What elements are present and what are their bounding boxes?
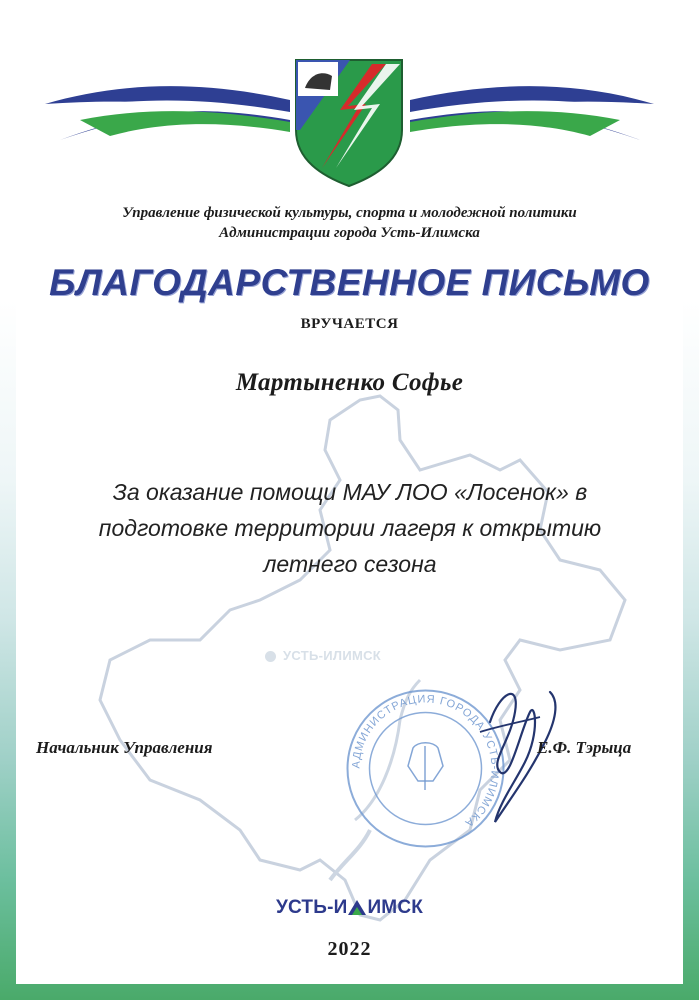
signer-name: Е.Ф. Тэрыца xyxy=(537,738,632,757)
award-reason xyxy=(50,474,650,582)
reason-line-2: подготовке территории лагеря к открытию xyxy=(98,515,602,541)
organization-name xyxy=(0,203,699,243)
reason-line-1: За оказание помощи МАУ ЛОО «Лосенок» в xyxy=(112,479,588,505)
awarded-label: ВРУЧАЕТСЯ xyxy=(300,316,399,332)
organization-line-2: Администрации города Усть-Илимска xyxy=(219,225,480,241)
logo-text-part-2: ИМСК xyxy=(367,897,424,918)
map-city-label: УСТЬ-ИЛИМСК xyxy=(283,648,382,663)
logo-mountain-icon xyxy=(348,899,366,915)
organization-line-1: Управление физической культуры, спорта и молодежной политики xyxy=(122,205,577,221)
seal-text: АДМИНИСТРАЦИЯ ГОРОДА УСТЬ-ИЛИМСКА xyxy=(350,693,501,830)
recipient-name: Мартыненко Софье xyxy=(235,369,464,396)
city-marker-icon xyxy=(265,651,276,662)
reason-line-3: летнего сезона xyxy=(263,551,437,577)
signer-position: Начальник Управления xyxy=(36,738,213,757)
city-coat-of-arms-icon xyxy=(0,0,699,200)
document-title: БЛАГОДАРСТВЕННОЕ ПИСЬМО xyxy=(49,262,650,303)
logo-text-part-1: УСТЬ-И xyxy=(275,897,348,918)
city-logo xyxy=(0,897,699,919)
document-year: 2022 xyxy=(327,938,372,960)
